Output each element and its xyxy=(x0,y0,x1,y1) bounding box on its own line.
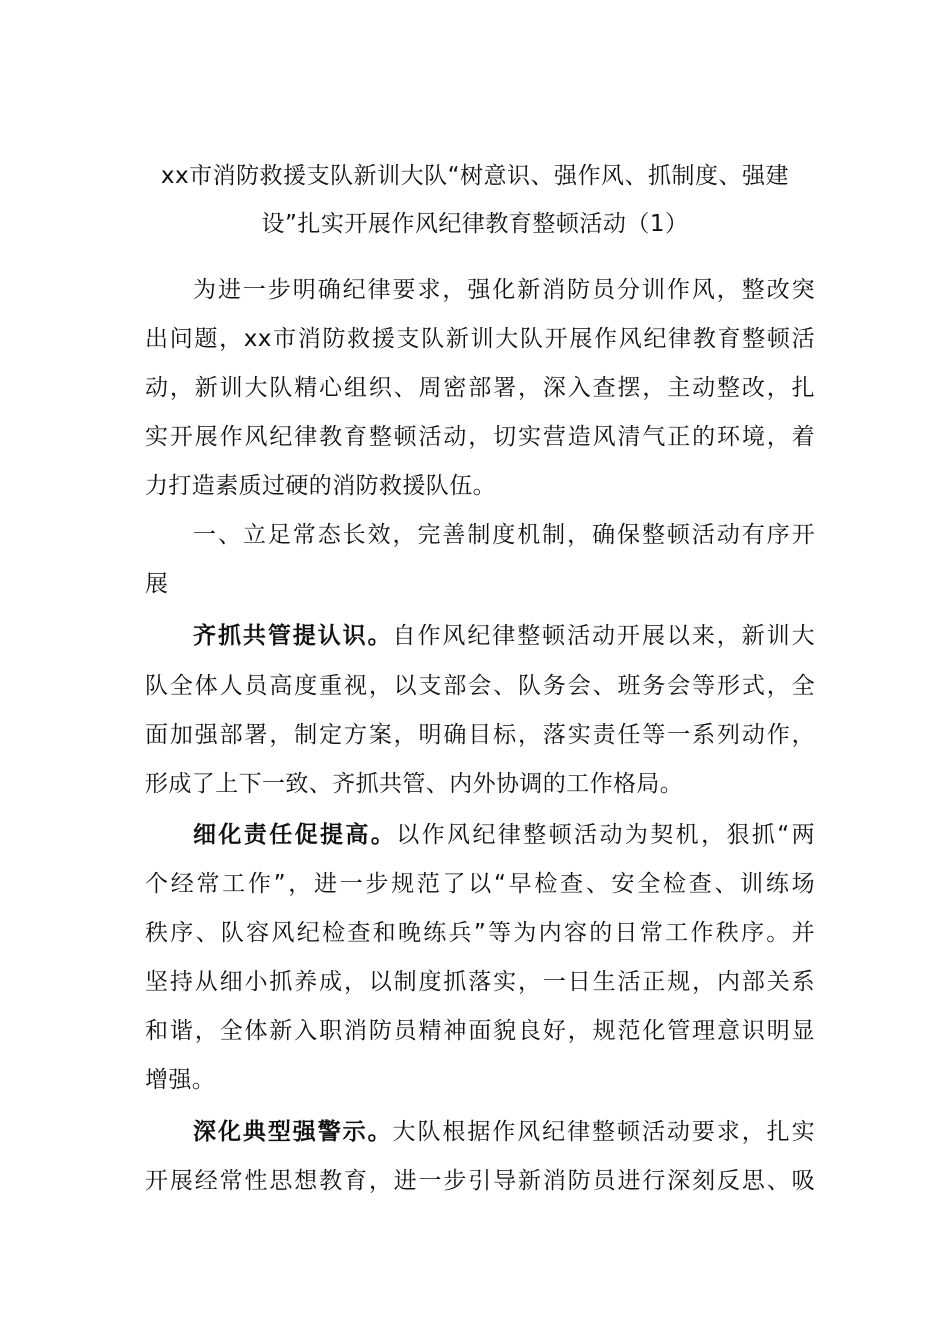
intro-line-2: 出问题，xx市消防救援支队新训大队开展作风纪律教育整顿活 xyxy=(145,326,815,352)
document-title-line-1: xx市消防救援支队新训大队“树意识、强作风、抓制度、强建 xyxy=(160,163,790,189)
para-1-line-3: 面加强部署，制定方案，明确目标，落实责任等一系列动作， xyxy=(145,722,815,748)
document-title-line-2: 设”扎实开展作风纪律教育整顿活动（1） xyxy=(261,211,689,237)
intro-line-1: 为进一步明确纪律要求，强化新消防员分训作风，整改突 xyxy=(193,277,815,303)
para-1-first-line xyxy=(193,620,815,652)
para-3-first-text: 大队根据作风纪律整顿活动要求，扎实 xyxy=(392,1119,815,1145)
para-3-heading: 深化典型强警示。 xyxy=(193,1119,393,1145)
para-3-first-line xyxy=(193,1116,815,1148)
para-2-line-2: 个经常工作”，进一步规范了以“早检查、安全检查、训练场 xyxy=(145,871,815,897)
section-1-heading-line-2: 展 xyxy=(145,571,169,597)
para-2-first-line xyxy=(193,819,815,851)
intro-line-5: 力打造素质过硬的消防救援队伍。 xyxy=(145,473,496,499)
para-2-first-text: 以作风纪律整顿活动为契机，狠抓“两 xyxy=(396,822,816,848)
para-1-line-4: 形成了上下一致、齐抓共管、内外协调的工作格局。 xyxy=(145,771,684,797)
para-1-first-text: 自作风纪律整顿活动开展以来，新训大 xyxy=(392,623,815,649)
para-2-heading: 细化责任促提高。 xyxy=(193,822,397,848)
para-2-line-3: 秩序、队容风纪检查和晚练兵”等为内容的日常工作秩序。并 xyxy=(145,920,815,946)
para-2-line-5: 和谐，全体新入职消防员精神面貌良好，规范化管理意识明显 xyxy=(145,1018,815,1044)
para-1-heading: 齐抓共管提认识。 xyxy=(193,623,393,649)
para-1-line-2: 队全体人员高度重视，以支部会、队务会、班务会等形式，全 xyxy=(145,673,815,699)
intro-line-3: 动，新训大队精心组织、周密部署，深入查摆，主动整改，扎 xyxy=(145,375,815,401)
intro-line-4: 实开展作风纪律教育整顿活动，切实营造风清气正的环境，着 xyxy=(145,424,815,450)
para-2-line-6: 增强。 xyxy=(145,1067,216,1093)
para-3-line-2: 开展经常性思想教育，进一步引导新消防员进行深刻反思、吸 xyxy=(145,1168,815,1194)
section-1-heading-line-1: 一、立足常态长效，完善制度机制，确保整顿活动有序开 xyxy=(193,522,815,548)
para-2-line-4: 坚持从细小抓养成，以制度抓落实，一日生活正规，内部关系 xyxy=(145,969,815,995)
